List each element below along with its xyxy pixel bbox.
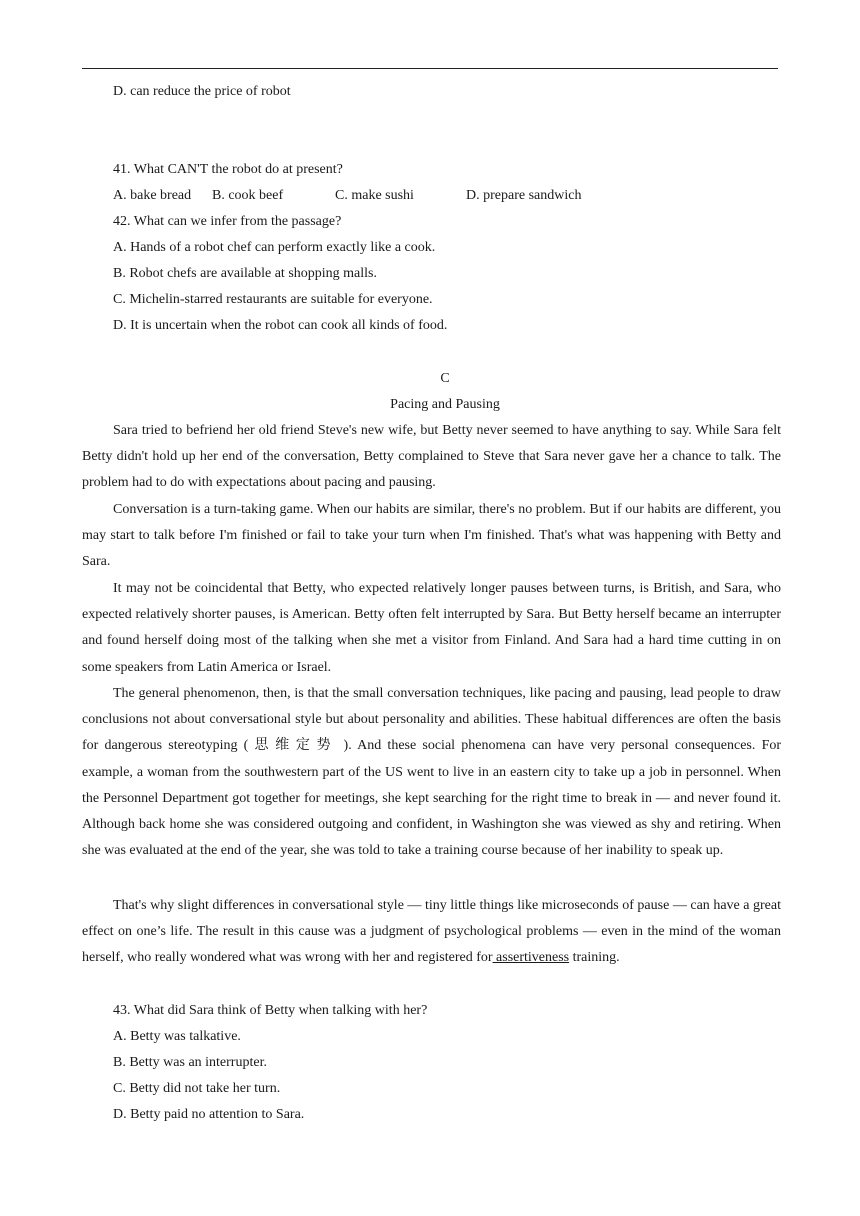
q43-option-a: A. Betty was talkative. xyxy=(113,1029,241,1044)
paragraph-4-text-b: ). And these social phenomena can have very personal consequences. For example, a woman from the southwestern part of the US went to live in an eastern city to take up a job in personnel. When the Personnel Department got together for meetings, she kept searching for the right time to break in — and never found it. Although back home she was considered outgoing and confident, in Washington she was viewed as shy and retiring. When she was evaluated at the end of the year, she was told to take a training course because of her inability to speak up. xyxy=(82,738,782,859)
passage-paragraph-4 xyxy=(82,681,781,864)
prev-option-d: D. can reduce the price of robot xyxy=(113,84,291,99)
section-letter: C xyxy=(440,371,450,386)
paragraph-4-chinese-gloss: 思维定势 xyxy=(254,738,338,754)
underlined-word: assertiveness xyxy=(492,950,570,966)
q42-option-b: B. Robot chefs are available at shopping malls. xyxy=(113,266,377,281)
q41-option-d: D. prepare sandwich xyxy=(466,188,582,203)
paragraph-5-text-b: training. xyxy=(569,950,620,966)
passage-paragraph-1: Sara tried to befriend her old friend Steve's new wife, but Betty never seemed to have anything to say. While Sara felt Betty didn't hold up her end of the conversation, Betty complained to Steve that Sara never gave her a chance to talk. The problem had to do with expectations about pacing and pausing. xyxy=(82,423,781,491)
paragraph-5-text-a: That's why slight differences in conversational style — tiny little things like microseconds of pause — can have a great effect on one’s life. The result in this cause was a judgment of psychological problems — even in the mind of the woman herself, who really wondered what was wrong with her and registered for xyxy=(82,898,781,966)
header-rule xyxy=(82,68,778,69)
passage-title: Pacing and Pausing xyxy=(390,397,500,412)
q43-stem: 43. What did Sara think of Betty when talking with her? xyxy=(113,1003,428,1018)
paragraph-4-text-a: The general phenomenon, then, is that the small conversation techniques, like pacing and pausing, lead people to draw conclusions not about conversational style but about personality and abilities. These habitual differences are often the basis for dangerous stereotyping ( xyxy=(82,686,781,754)
q43-option-c: C. Betty did not take her turn. xyxy=(113,1081,281,1096)
q43-option-d: D. Betty paid no attention to Sara. xyxy=(113,1107,305,1122)
q41-option-b: B. cook beef xyxy=(212,188,284,203)
q42-option-d: D. It is uncertain when the robot can cook all kinds of food. xyxy=(113,318,448,333)
passage-paragraph-5 xyxy=(82,893,781,972)
q41-option-c: C. make sushi xyxy=(335,188,414,203)
passage-paragraph-2: Conversation is a turn-taking game. When our habits are similar, there's no problem. But if our habits are different, you may start to talk before I'm finished or fail to take your turn when I'm finished. That's what was happening with Betty and Sara. xyxy=(82,502,781,570)
passage-paragraph-3: It may not be coincidental that Betty, who expected relatively longer pauses between turns, is British, and Sara, who expected relatively shorter pauses, is American. Betty often felt interrupted by Sara. But Betty herself became an interrupter and found herself doing most of the talking when she met a visitor from Finland. And Sara had a hard time cutting in on some speakers from Latin America or Israel. xyxy=(82,581,781,675)
q42-option-c: C. Michelin-starred restaurants are suitable for everyone. xyxy=(113,292,433,307)
q42-option-a: A. Hands of a robot chef can perform exactly like a cook. xyxy=(113,240,436,255)
q41-option-a: A. bake bread xyxy=(113,188,192,203)
q41-stem: 41. What CAN'T the robot do at present? xyxy=(113,162,343,177)
q42-stem: 42. What can we infer from the passage? xyxy=(113,214,342,229)
q43-option-b: B. Betty was an interrupter. xyxy=(113,1055,267,1070)
